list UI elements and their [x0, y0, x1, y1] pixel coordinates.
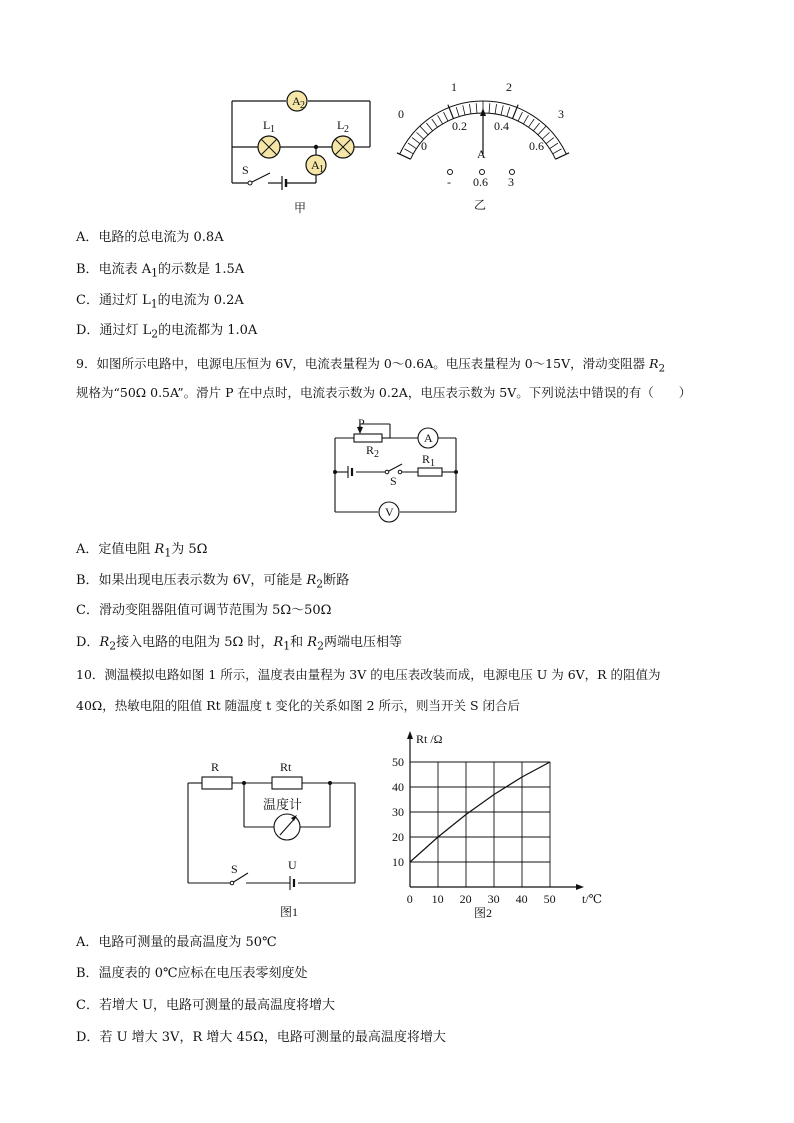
figure-caption-jia: 甲: [294, 201, 307, 215]
svg-text:1: 1: [430, 458, 435, 469]
dial-tick: [420, 126, 428, 135]
chart-y-tick-label: 10: [392, 855, 404, 869]
chart-axes: [407, 731, 584, 890]
svg-text:1: 1: [451, 80, 457, 94]
dial-tick: [456, 107, 459, 117]
svg-text:A: A: [424, 431, 433, 445]
dial-tick: [432, 119, 438, 127]
q10-option-d: D．若 U 增大 3V，R 增大 45Ω，电路可测量的最高温度将增大: [76, 1030, 446, 1045]
dial-tick: [405, 149, 414, 154]
q10-option-b: B．温度表的 0℃应标在电压表零刻度处: [76, 966, 308, 981]
dial-tick: [550, 143, 558, 149]
svg-text:U: U: [288, 858, 297, 872]
dial-tick: [408, 143, 416, 149]
svg-text:3: 3: [558, 107, 564, 121]
dial-tick: [426, 123, 432, 131]
chart-ylabel: Rt /Ω: [416, 732, 443, 746]
svg-text:S: S: [231, 862, 238, 876]
svg-text:2: 2: [344, 124, 349, 135]
svg-text:A: A: [292, 94, 301, 108]
figure-yi: [390, 78, 590, 215]
chart-caption: 图2: [474, 906, 493, 920]
q10-option-c: C．若增大 U，电路可测量的最高温度将增大: [76, 998, 336, 1013]
svg-text:S: S: [390, 474, 397, 488]
figure-jia: [220, 85, 380, 215]
dial-tick: [556, 153, 570, 159]
svg-text:V: V: [385, 505, 394, 519]
dial-tick: [397, 153, 411, 159]
dial-tick: [438, 115, 443, 124]
figure-caption-yi: 乙: [474, 198, 487, 212]
q9-stem-line2: 规格为“50Ω 0.5A”。滑片 P 在中点时，电流表示数为 0.2A，电压表示数为 5V。下列说法中错误的有（ ）: [76, 385, 692, 400]
svg-text:0.2: 0.2: [452, 119, 467, 133]
svg-text:2: 2: [506, 80, 512, 94]
lamp-l1-icon: [258, 136, 280, 158]
dial-tick: [463, 105, 465, 115]
dial-tick: [523, 115, 528, 124]
svg-text:0: 0: [421, 139, 427, 153]
q8-option-c: C．通过灯 $L_1$的电流为 0.2A: [76, 293, 244, 311]
chart-grid: [410, 762, 550, 887]
chart-y-tick-label: 30: [392, 805, 404, 819]
chart-y-tick-label: 50: [392, 755, 404, 769]
dial-tick: [412, 138, 420, 144]
q9-option-c: C．滑动变阻器阻值可调节范围为 5Ω～50Ω: [76, 603, 332, 618]
svg-text:-: -: [447, 175, 451, 189]
thermometer-meter-icon: [274, 814, 300, 840]
svg-text:A: A: [311, 158, 320, 172]
svg-text:0.6: 0.6: [473, 175, 488, 189]
dial-tick: [476, 103, 477, 113]
q8-option-d: D．通过灯 $L_2$的电流都为 1.0A: [76, 323, 258, 341]
q8-option-a: A．电路的总电流为 0.8A: [76, 230, 224, 245]
q10-option-a: A．电路可测量的最高温度为 50℃: [76, 935, 277, 950]
dial-tick: [495, 104, 497, 114]
dial-tick: [469, 104, 471, 114]
dial-tick: [553, 149, 562, 154]
dial-tick: [501, 105, 503, 115]
svg-text:L: L: [337, 118, 345, 132]
svg-text:0.6: 0.6: [529, 139, 544, 153]
dial-tick: [444, 112, 448, 121]
dial-tick: [489, 103, 490, 113]
q9-option-b: B．如果出现电压表示数为 6V，可能是 $R_2$断路: [76, 573, 350, 591]
q10-stem-line1: 10．测温模拟电路如图 1 所示，温度表由量程为 3V 的电压表改装而成，电源电压 U 为 6V，R 的阻值为: [76, 667, 661, 682]
dial-tick: [507, 107, 510, 117]
svg-text:R: R: [211, 760, 220, 774]
q9-circuit-figure: [330, 414, 465, 526]
q9-stem-line1: 9．如图所示电路中，电源电压恒为 6V，电流表量程为 0～0.6A。电压表量程为 0～15V，滑动变阻器 $R_2$: [76, 356, 666, 375]
svg-text:S: S: [242, 163, 249, 177]
svg-text:L: L: [263, 118, 271, 132]
dial-tick: [518, 112, 522, 121]
figure-caption-1: 图1: [280, 905, 299, 919]
dial-tick: [533, 123, 539, 131]
chart-x-tick-label: 30: [487, 892, 500, 906]
dial-tick: [529, 119, 535, 127]
svg-text:2: 2: [300, 100, 305, 111]
svg-text:3: 3: [508, 175, 514, 189]
svg-text:R: R: [366, 443, 375, 457]
svg-text:1: 1: [319, 164, 324, 175]
chart-x-tick-label: 20: [459, 892, 472, 906]
svg-text:2: 2: [374, 449, 379, 460]
dial-tick: [546, 138, 554, 144]
chart-xlabel: t/℃: [582, 892, 603, 906]
svg-text:Rt: Rt: [280, 760, 292, 774]
svg-text:P: P: [358, 416, 365, 430]
q8-option-b: B．电流表 $A_1$的示数是 1.5A: [76, 262, 245, 280]
svg-text:R: R: [422, 452, 431, 466]
chart-y-tick-label: 40: [392, 780, 404, 794]
q10-stem-line2: 40Ω，热敏电阻的阻值 Rt 随温度 t 变化的关系如图 2 所示，则当开关 S 闭合后: [76, 698, 521, 713]
chart-x-tick-label: 0: [406, 892, 413, 906]
svg-text:A: A: [477, 147, 486, 161]
dial-tick: [538, 126, 546, 135]
lamp-l2-icon: [332, 136, 354, 158]
q9-option-a: A．定值电阻 $R_1$为 5Ω: [76, 542, 208, 560]
q10-figure-2-chart: [380, 727, 610, 923]
chart-x-tick-label: 40: [515, 892, 528, 906]
svg-text:1: 1: [270, 124, 275, 135]
chart-y-tick-label: 20: [392, 830, 404, 844]
svg-text:0: 0: [398, 107, 404, 121]
q9-option-d: D．$R_2$接入电路的电阻为 5Ω 时，$R_1$和 $R_2$两端电压相等: [76, 635, 402, 653]
q10-figure-1: [180, 755, 365, 923]
chart-x-tick-label: 10: [431, 892, 444, 906]
svg-text:温度计: 温度计: [263, 797, 303, 812]
svg-text:0.4: 0.4: [494, 119, 509, 133]
chart-x-tick-label: 50: [543, 892, 556, 906]
